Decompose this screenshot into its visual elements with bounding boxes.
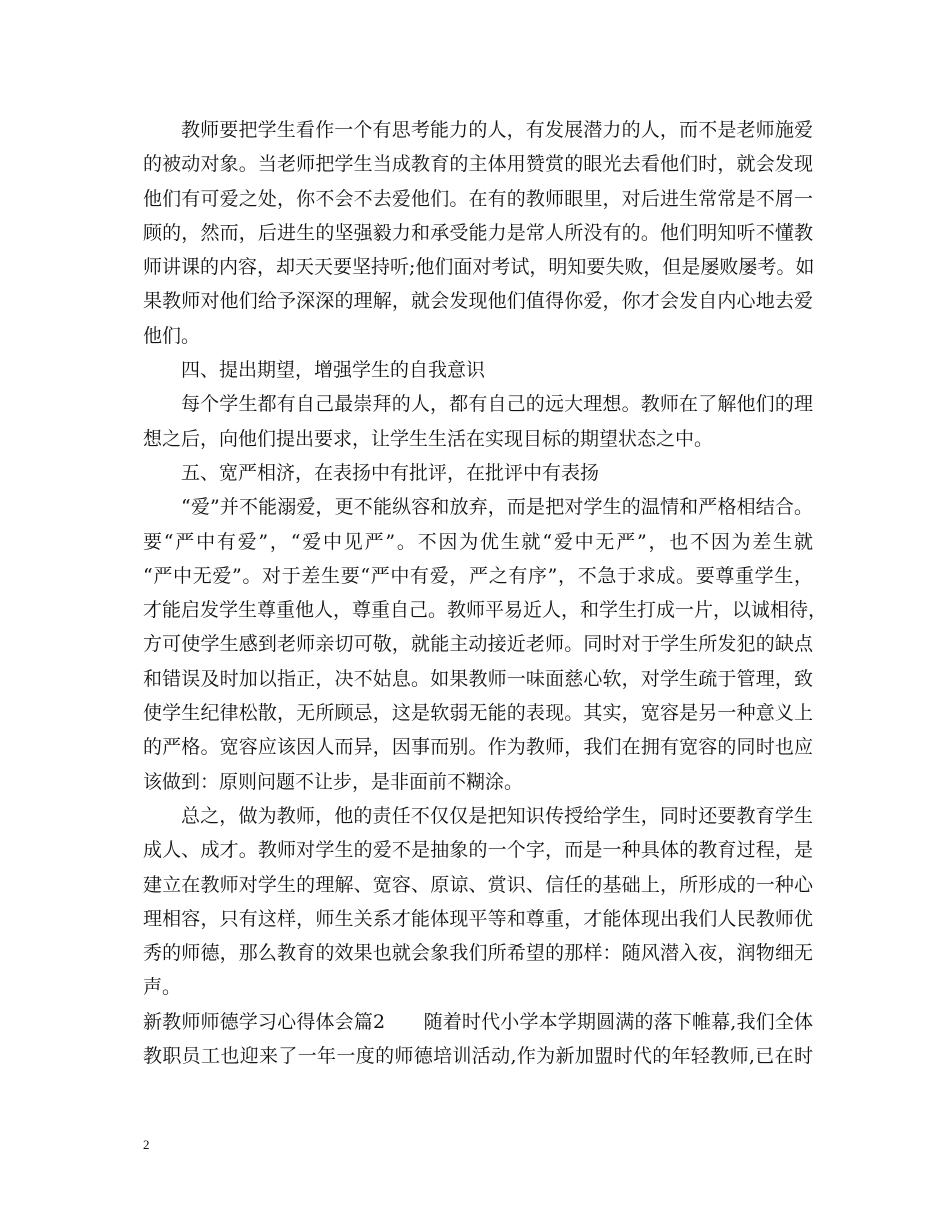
page-number: 2: [143, 1137, 150, 1152]
text-line: 秀的师德，那么教育的效果也就会象我们所希望的那样：随风潜入夜，润物细无: [143, 942, 813, 965]
text-line: 建立在教师对学生的理解、宽容、原谅、赏识、信任的基础上，所形成的一种心: [143, 873, 813, 896]
text-line: 理相容，只有这样，师生关系才能体现平等和尊重，才能体现出我们人民教师优: [143, 907, 813, 930]
text-line: “严中无爱”。对于差生要“严中有爱，严之有序”，不急于求成。要尊重学生，: [143, 564, 813, 587]
text-line: 要“严中有爱”，“爱中见严”。不因为优生就“爱中无严”，也不因为差生就: [143, 530, 813, 553]
text-line: 教职员工也迎来了一年一度的师德培训活动,作为新加盟时代的年轻教师,已在时: [143, 1045, 813, 1068]
text-line: 该做到：原则问题不让步，是非面前不糊涂。: [143, 770, 524, 793]
text-line: 方可使学生感到老师亲切可敬，就能主动接近老师。同时对于学生所发犯的缺点: [143, 633, 813, 656]
text-line: 新教师师德学习心得体会篇2 随着时代小学本学期圆满的落下帷幕,我们全体: [143, 1010, 813, 1033]
text-line: 每个学生都有自己最崇拜的人，都有自己的远大理想。教师在了解他们的理: [181, 393, 813, 416]
text-line: 顾的，然而，后进生的坚强毅力和承受能力是常人所没有的。他们明知听不懂教: [143, 221, 813, 244]
text-line: 教师要把学生看作一个有思考能力的人，有发展潜力的人，而不是老师施爱: [181, 119, 813, 141]
text-line: 他们有可爱之处，你不会不去爱他们。在有的教师眼里，对后进生常常是不屑一: [143, 187, 813, 210]
text-line: “爱”并不能溺爱，更不能纵容和放弃，而是把对学生的温情和严格相结合。: [181, 496, 813, 519]
text-line: 师讲课的内容，却天天要坚持听;他们面对考试，明知要失败，但是屡败屡考。如: [143, 256, 815, 279]
text-line: 他们。: [143, 324, 201, 347]
document-body: [143, 113, 828, 1073]
text-line: 四、提出期望，增强学生的自我意识: [181, 359, 486, 382]
text-line: 和错误及时加以指正，决不姑息。如果教师一味面慈心软，对学生疏于管理，致: [143, 667, 813, 690]
text-line: 的被动对象。当老师把学生当成教育的主体用赞赏的眼光去看他们时，就会发现: [143, 153, 813, 176]
text-line: 想之后，向他们提出要求，让学生生活在实现目标的期望状态之中。: [143, 427, 714, 450]
text-line: 果教师对他们给予深深的理解，就会发现他们值得你爱，你才会发自内心地去爱: [143, 290, 813, 313]
text-line: 五、宽严相济，在表扬中有批评，在批评中有表扬: [181, 461, 600, 484]
text-line: 成人、成才。教师对学生的爱不是抽象的一个字，而是一种具体的教育过程，是: [143, 839, 813, 862]
text-line: 使学生纪律松散，无所顾忌，这是软弱无能的表现。其实，宽容是另一种意义上: [143, 702, 813, 725]
text-line: 声。: [143, 976, 182, 999]
text-line: 的严格。宽容应该因人而异，因事而别。作为教师，我们在拥有宽容的同时也应: [143, 736, 813, 759]
text-line: 才能启发学生尊重他人，尊重自己。教师平易近人，和学生打成一片，以诚相待，: [143, 599, 828, 622]
text-line: 总之，做为教师，他的责任不仅仅是把知识传授给学生，同时还要教育学生: [181, 804, 813, 827]
